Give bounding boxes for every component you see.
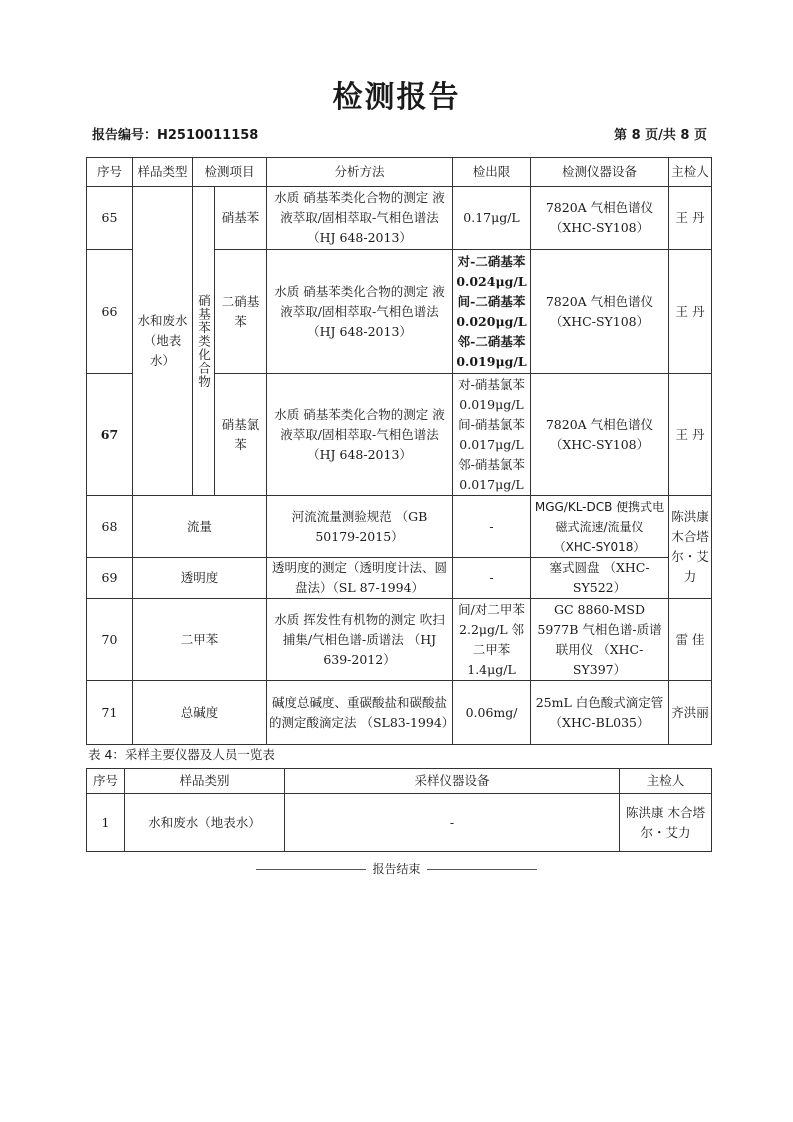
row-limit: 0.06mg/: [453, 681, 531, 745]
row-item: 硝基氯苯: [215, 374, 267, 496]
row-inspector: 陈洪康 木合塔尔・艾力: [620, 794, 712, 852]
sampling-table: [86, 768, 712, 852]
table-row: [87, 558, 712, 599]
header-sample-type: 样品类型: [133, 158, 193, 187]
row-item: 流量: [133, 496, 267, 558]
row-device: 7820A 气相色谱仪 （XHC-SY108）: [531, 374, 669, 496]
row-device: 7820A 气相色谱仪 （XHC-SY108）: [531, 187, 669, 250]
header-device: 采样仪器设备: [285, 769, 620, 794]
table-row: [87, 599, 712, 681]
row-limit: 对-硝基氯苯 0.019μg/L 间-硝基氯苯 0.017μg/L 邻-硝基氯苯 0.017μg/L: [453, 374, 531, 496]
table-row: [87, 496, 712, 558]
header-limit: 检出限: [453, 158, 531, 187]
row-category: 水和废水（地表水）: [125, 794, 285, 852]
row-limit: 间/对二甲苯 2.2μg/L 邻二甲苯 1.4μg/L: [453, 599, 531, 681]
row-limit: 0.17μg/L: [453, 187, 531, 250]
table-header-row: [87, 158, 712, 187]
row-method: 透明度的测定（透明度计法、圆盘法）（SL 87-1994）: [267, 558, 453, 599]
row-item: 硝基苯: [215, 187, 267, 250]
table-row: [87, 187, 712, 250]
header-category: 样品类别: [125, 769, 285, 794]
row-limit: -: [453, 558, 531, 599]
header-no: 序号: [87, 158, 133, 187]
row-method: 水质 硝基苯类化合物的测定 液液萃取/固相萃取-气相色谱法 （HJ 648-2013）: [267, 250, 453, 374]
row-no: 1: [87, 794, 125, 852]
row-inspector: 王 丹: [669, 250, 712, 374]
divider: [256, 869, 366, 870]
row-device: 25mL 白色酸式滴定管 （XHC-BL035）: [531, 681, 669, 745]
row-no: 67: [87, 374, 133, 496]
row-device: 塞式圆盘 （XHC-SY522）: [531, 558, 669, 599]
row-device: 7820A 气相色谱仪 （XHC-SY108）: [531, 250, 669, 374]
row-method: 水质 硝基苯类化合物的测定 液液萃取/固相萃取-气相色谱法 （HJ 648-2013）: [267, 374, 453, 496]
header-inspector: 主检人: [620, 769, 712, 794]
row-item: 二硝基苯: [215, 250, 267, 374]
row-no: 65: [87, 187, 133, 250]
header-method: 分析方法: [267, 158, 453, 187]
row-no: 71: [87, 681, 133, 745]
header-inspector: 主检人: [669, 158, 712, 187]
row-limit: -: [453, 496, 531, 558]
row-inspector: 陈洪康 木合塔尔・艾力: [669, 496, 712, 599]
row-inspector: 王 丹: [669, 374, 712, 496]
divider: [427, 869, 537, 870]
page-info: 第 8 页/共 8 页: [614, 128, 707, 143]
table2-caption: 表 4：采样主要仪器及人员一览表: [88, 747, 275, 762]
row-no: 70: [87, 599, 133, 681]
report-end-text: 报告结束: [372, 862, 421, 876]
report-number: 报告编号：H2510011158: [92, 128, 259, 143]
row-device: MGG/KL-DCB 便携式电磁式流速/流量仪 （XHC-SY018）: [531, 496, 669, 558]
row-method: 水质 挥发性有机物的测定 吹扫捕集/气相色谱-质谱法 （HJ 639-2012）: [267, 599, 453, 681]
group-name-cell: 硝基苯类化合物: [193, 187, 215, 496]
table-row: [87, 794, 712, 852]
row-device: -: [285, 794, 620, 852]
row-inspector: 雷 佳: [669, 599, 712, 681]
row-inspector: 齐洪丽: [669, 681, 712, 745]
row-item: 透明度: [133, 558, 267, 599]
row-method: 水质 硝基苯类化合物的测定 液液萃取/固相萃取-气相色谱法 （HJ 648-2013）: [267, 187, 453, 250]
row-inspector: 王 丹: [669, 187, 712, 250]
table-header-row: [87, 769, 712, 794]
row-item: 总碱度: [133, 681, 267, 745]
header-no: 序号: [87, 769, 125, 794]
row-no: 69: [87, 558, 133, 599]
row-item: 二甲苯: [133, 599, 267, 681]
row-device: GC 8860-MSD 5977B 气相色谱-质谱联用仪 （XHC-SY397）: [531, 599, 669, 681]
row-method: 河流流量测验规范 （GB 50179-2015）: [267, 496, 453, 558]
report-end: [0, 860, 793, 877]
row-no: 68: [87, 496, 133, 558]
table-row: [87, 681, 712, 745]
row-limit: 对-二硝基苯 0.024μg/L 间-二硝基苯 0.020μg/L 邻-二硝基苯 0.019μg/L: [453, 250, 531, 374]
row-no: 66: [87, 250, 133, 374]
sample-type-cell: 水和废水（地表水）: [133, 187, 193, 496]
test-results-table: [86, 157, 712, 745]
row-method: 碱度总碱度、重碳酸盐和碳酸盐的测定酸滴定法 （SL83-1994）: [267, 681, 453, 745]
page-title: 检测报告: [332, 80, 461, 115]
header-device: 检测仪器设备: [531, 158, 669, 187]
header-item: 检测项目: [193, 158, 267, 187]
